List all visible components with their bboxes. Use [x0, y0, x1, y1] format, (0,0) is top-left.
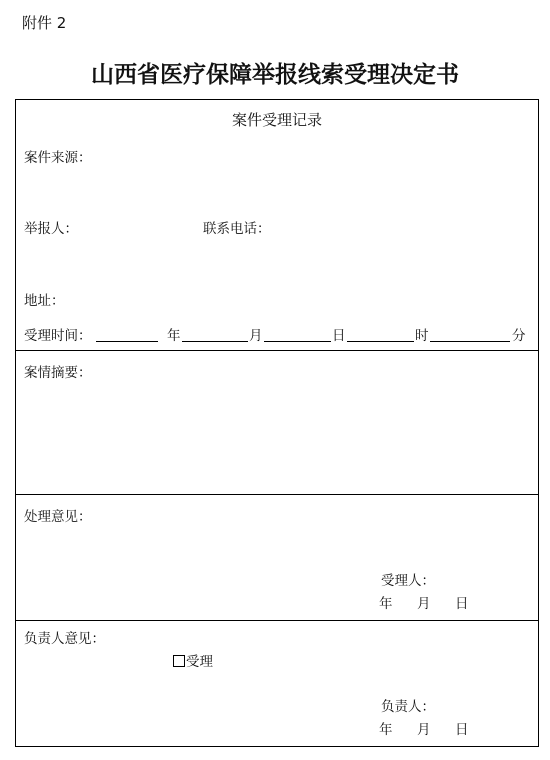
responsible-date-year: 年	[379, 722, 393, 738]
handling-date-month: 月	[417, 596, 431, 612]
responsible-section	[16, 621, 538, 747]
record-title: 案件受理记录	[231, 111, 322, 129]
time-label: 受理时间：	[24, 328, 92, 344]
time-month-unit: 月	[249, 328, 263, 344]
time-year-unit: 年	[167, 328, 181, 344]
document-title: 山西省医疗保障举报线索受理决定书	[91, 61, 459, 88]
responsible-date-day: 日	[455, 722, 469, 738]
accept-option[interactable]	[173, 650, 213, 670]
handler-signer-label: 受理人：	[381, 573, 435, 589]
accept-option-label: 受理	[186, 654, 213, 670]
acceptance-form	[15, 99, 539, 747]
handling-section	[16, 495, 538, 621]
responsible-label: 负责人意见：	[24, 631, 105, 647]
time-minute-unit: 分	[512, 328, 526, 344]
record-section	[16, 100, 538, 351]
handling-label: 处理意见：	[24, 509, 92, 525]
time-blank-hour[interactable]	[347, 341, 414, 342]
summary-label: 案情摘要：	[24, 365, 92, 381]
time-day-unit: 日	[332, 328, 346, 344]
time-hour-unit: 时	[415, 328, 429, 344]
accept-checkbox[interactable]	[173, 655, 185, 667]
handling-date-day: 日	[455, 596, 469, 612]
address-label: 地址：	[24, 293, 65, 309]
phone-label: 联系电话：	[203, 221, 271, 237]
handling-date-year: 年	[379, 596, 393, 612]
time-blank-month[interactable]	[182, 341, 248, 342]
time-blank-year[interactable]	[96, 341, 158, 342]
responsible-date-month: 月	[417, 722, 431, 738]
time-blank-minute[interactable]	[430, 341, 510, 342]
reporter-label: 举报人：	[24, 221, 78, 237]
responsible-signer-label: 负责人：	[381, 699, 435, 715]
summary-section	[16, 351, 538, 495]
case-source-label: 案件来源：	[24, 150, 92, 166]
time-blank-day[interactable]	[264, 341, 331, 342]
attachment-label: 附件 2	[22, 14, 67, 32]
